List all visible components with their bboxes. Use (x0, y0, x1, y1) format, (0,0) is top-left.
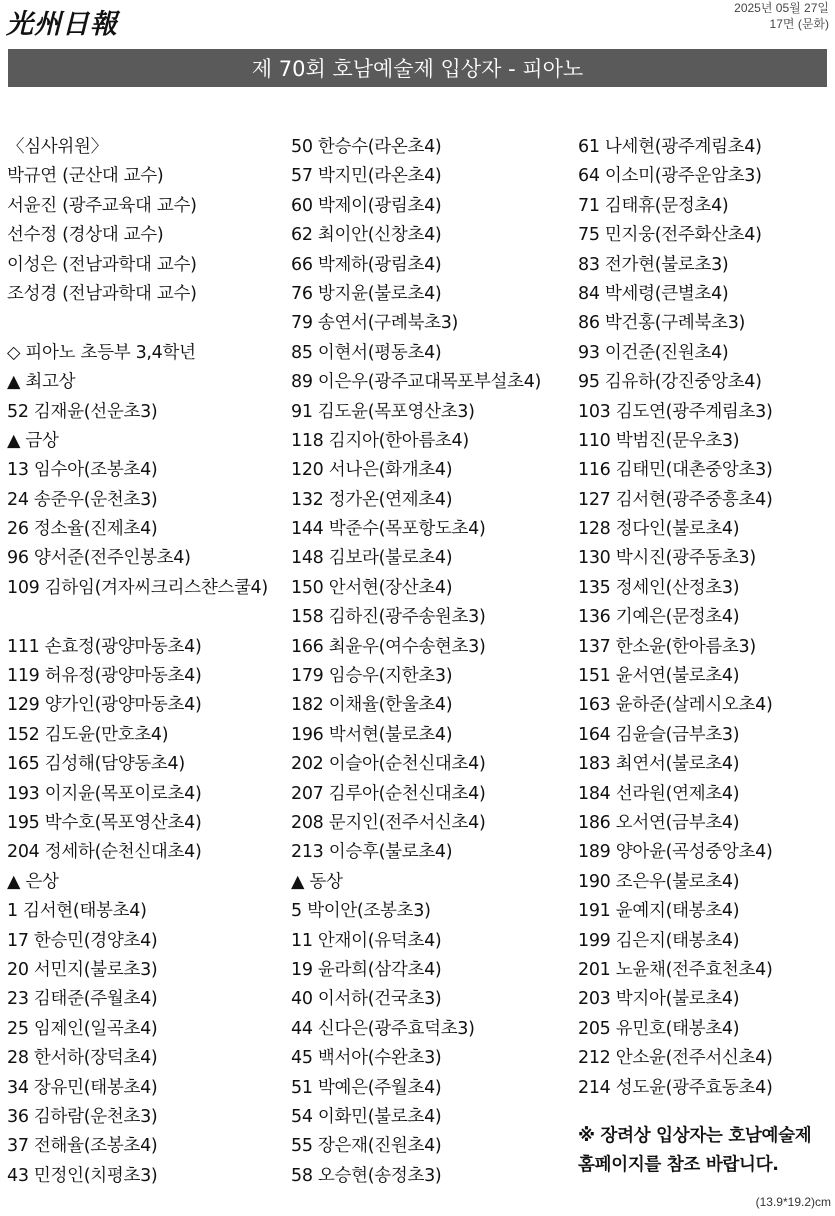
newspaper-masthead: 光州日報 (6, 9, 118, 40)
footnote: ※ 장려상 입상자는 호남예술제 홈페이지를 참조 바랍니다. (578, 1125, 812, 1176)
list-item: 208 문지인(전주서신초4) (291, 812, 486, 833)
list-item: 186 오서연(금부초4) (578, 812, 740, 833)
list-item: 127 김서현(광주중흥초4) (578, 489, 773, 510)
list-item: 57 박지민(라온초4) (291, 166, 442, 187)
list-item: 이성은 (전남과학대 교수) (7, 254, 197, 275)
list-item: 164 김윤슬(금부초3) (578, 724, 740, 745)
list-item: 54 이화민(불로초4) (291, 1106, 442, 1127)
list-item: 118 김지아(한아름초4) (291, 430, 469, 451)
list-item: 193 이지윤(목포이로초4) (7, 783, 202, 804)
list-item: 207 김루아(순천신대초4) (291, 783, 486, 804)
list-item: 179 임승우(지한초3) (291, 666, 453, 687)
list-item: 163 윤하준(살레시오초4) (578, 695, 773, 716)
list-item: 213 이승후(불로초4) (291, 842, 453, 863)
list-item: 58 오승현(송정초3) (291, 1165, 442, 1186)
list-item: 25 임제인(일곡초4) (7, 1018, 158, 1039)
list-item: 214 성도윤(광주효동초4) (578, 1077, 773, 1098)
list-item: 13 임수아(조봉초4) (7, 460, 158, 481)
list-item: 86 박건홍(구례북초3) (578, 313, 746, 334)
list-item: 189 양아윤(곡성중앙초4) (578, 842, 773, 863)
list-item: 137 한소윤(한아름초3) (578, 636, 756, 657)
list-item: 76 방지윤(불로초4) (291, 283, 442, 304)
list-item: 60 박제이(광림초4) (291, 195, 442, 216)
list-item: 103 김도연(광주계림초3) (578, 401, 773, 422)
list-item: 182 이채율(한울초4) (291, 695, 453, 716)
publication-meta (734, 0, 829, 32)
list-item: 89 이은우(광주교대목포부설초4) (291, 372, 542, 393)
list-item: 55 장은재(진원초4) (291, 1136, 442, 1157)
list-item: 40 이서하(건국초3) (291, 989, 442, 1010)
article-title: 제 70회 호남예술제 입상자 - 피아노 (251, 57, 584, 81)
list-item: 203 박지아(불로초4) (578, 989, 740, 1010)
list-item: 204 정세하(순천신대초4) (7, 842, 202, 863)
list-item: 144 박준수(목포항도초4) (291, 519, 486, 540)
list-item: 45 백서아(수완초3) (291, 1048, 442, 1069)
list-item: 190 조은우(불로초4) (578, 871, 740, 892)
list-item: 150 안서현(장산초4) (291, 577, 453, 598)
list-item: 79 송연서(구례북초3) (291, 313, 459, 334)
list-item: 17 한승민(경양초4) (7, 930, 158, 951)
list-item: 28 한서하(장덕초4) (7, 1048, 158, 1069)
list-item: 71 김태휴(문정초4) (578, 195, 729, 216)
list-item: ▲ 금상 (7, 430, 59, 451)
list-item: 135 정세인(산정초3) (578, 577, 740, 598)
list-item: 서윤진 (광주교육대 교수) (7, 195, 197, 216)
article-size-label: (13.9*19.2)cm (755, 1195, 831, 1209)
list-item: 202 이슬아(순천신대초4) (291, 754, 486, 775)
list-item: 191 윤예지(태봉초4) (578, 901, 740, 922)
list-item: ▲ 최고상 (7, 372, 76, 393)
publication-date: 2025년 05월 27일 (734, 1, 829, 15)
list-item: 84 박세령(큰별초4) (578, 283, 729, 304)
list-item: ◇ 피아노 초등부 3,4학년 (7, 342, 196, 363)
list-item: 205 유민호(태봉초4) (578, 1018, 740, 1039)
list-item: 20 서민지(불로초3) (7, 959, 158, 980)
list-column-1 (7, 133, 269, 1191)
list-item: 195 박수호(목포영산초4) (7, 813, 202, 833)
list-item: 110 박범진(문우초3) (578, 430, 740, 451)
list-item: 93 이건준(진원초4) (578, 342, 729, 363)
list-item: 116 김태민(대촌중앙초3) (578, 460, 773, 481)
list-item: 199 김은지(태봉초4) (578, 930, 740, 951)
list-item: 1 김서현(태봉초4) (7, 901, 147, 922)
list-item: 62 최이안(신창초4) (291, 225, 442, 246)
list-item: 11 안재이(유덕초4) (291, 930, 442, 951)
list-item: 43 민정인(치평초3) (7, 1165, 158, 1186)
list-item: 136 기예은(문정초4) (578, 607, 740, 628)
list-column-3 (578, 133, 833, 1181)
list-item: 75 민지웅(전주화산초4) (578, 225, 762, 246)
page-section: 17면 (문화) (769, 17, 829, 31)
list-item: 152 김도윤(만호초4) (7, 724, 169, 745)
list-item: 34 장유민(태봉초4) (7, 1077, 158, 1098)
list-item: 166 최윤우(여수송현초3) (291, 636, 486, 657)
list-item: 5 박이안(조봉초3) (291, 901, 431, 922)
list-item: 51 박예은(주월초4) (291, 1077, 442, 1098)
list-item: 44 신다은(광주효덕초3) (291, 1018, 475, 1039)
list-item: 165 김성해(담양동초4) (7, 754, 185, 775)
list-item: 64 이소미(광주운암초3) (578, 166, 762, 187)
list-item: 36 김하람(운천초3) (7, 1106, 158, 1127)
list-item: 19 윤라희(삼각초4) (291, 959, 442, 980)
list-item: 158 김하진(광주송원초3) (291, 607, 486, 628)
list-item: 23 김태준(주월초4) (7, 989, 158, 1010)
article-title-banner (8, 49, 827, 87)
list-item: 196 박서현(불로초4) (291, 724, 453, 745)
list-item: 83 전가현(불로초3) (578, 254, 729, 275)
list-item (7, 309, 269, 338)
list-item: 109 김하임(겨자씨크리스챤스쿨4) (7, 577, 268, 598)
list-item: 85 이현서(평동초4) (291, 342, 442, 363)
list-item: 95 김유하(강진중앙초4) (578, 372, 762, 393)
list-item: 61 나세현(광주계림초4) (578, 137, 762, 157)
list-item: 151 윤서연(불로초4) (578, 666, 740, 687)
list-item: 128 정다인(불로초4) (578, 519, 740, 540)
list-item: 212 안소윤(전주서신초4) (578, 1048, 773, 1069)
list-item: 26 정소율(진제초4) (7, 519, 158, 540)
list-item: 조성경 (전남과학대 교수) (7, 283, 197, 304)
list-item: 91 김도윤(목포영산초3) (291, 401, 475, 422)
list-item: 132 정가온(연제초4) (291, 489, 453, 510)
list-item: 120 서나은(화개초4) (291, 460, 453, 481)
list-item: 66 박제하(광림초4) (291, 254, 442, 275)
list-item: 24 송준우(운천초3) (7, 489, 158, 510)
list-item: 37 전해율(조봉초4) (7, 1136, 158, 1157)
list-item: 201 노윤채(전주효천초4) (578, 959, 773, 980)
list-item: 111 손효정(광양마동초4) (7, 636, 202, 657)
list-item: 50 한승수(라온초4) (291, 137, 442, 157)
list-item: 52 김재윤(선운초3) (7, 401, 158, 422)
list-item: 129 양가인(광양마동초4) (7, 695, 202, 716)
list-item: 선수정 (경상대 교수) (7, 225, 164, 246)
list-item: 183 최연서(불로초4) (578, 754, 740, 775)
list-item: ▲ 은상 (7, 871, 59, 892)
list-item: 119 허유정(광양마동초4) (7, 666, 202, 687)
list-item: 〈심사위원〉 (7, 137, 108, 157)
list-item: ▲ 동상 (291, 871, 343, 892)
list-item: 184 선라원(연제초4) (578, 783, 740, 804)
list-item: 96 양서준(전주인봉초4) (7, 548, 191, 569)
list-column-2 (291, 133, 561, 1191)
list-item: 박규연 (군산대 교수) (7, 166, 164, 187)
list-item: 148 김보라(불로초4) (291, 548, 453, 569)
list-item: 130 박시진(광주동초3) (578, 548, 756, 569)
